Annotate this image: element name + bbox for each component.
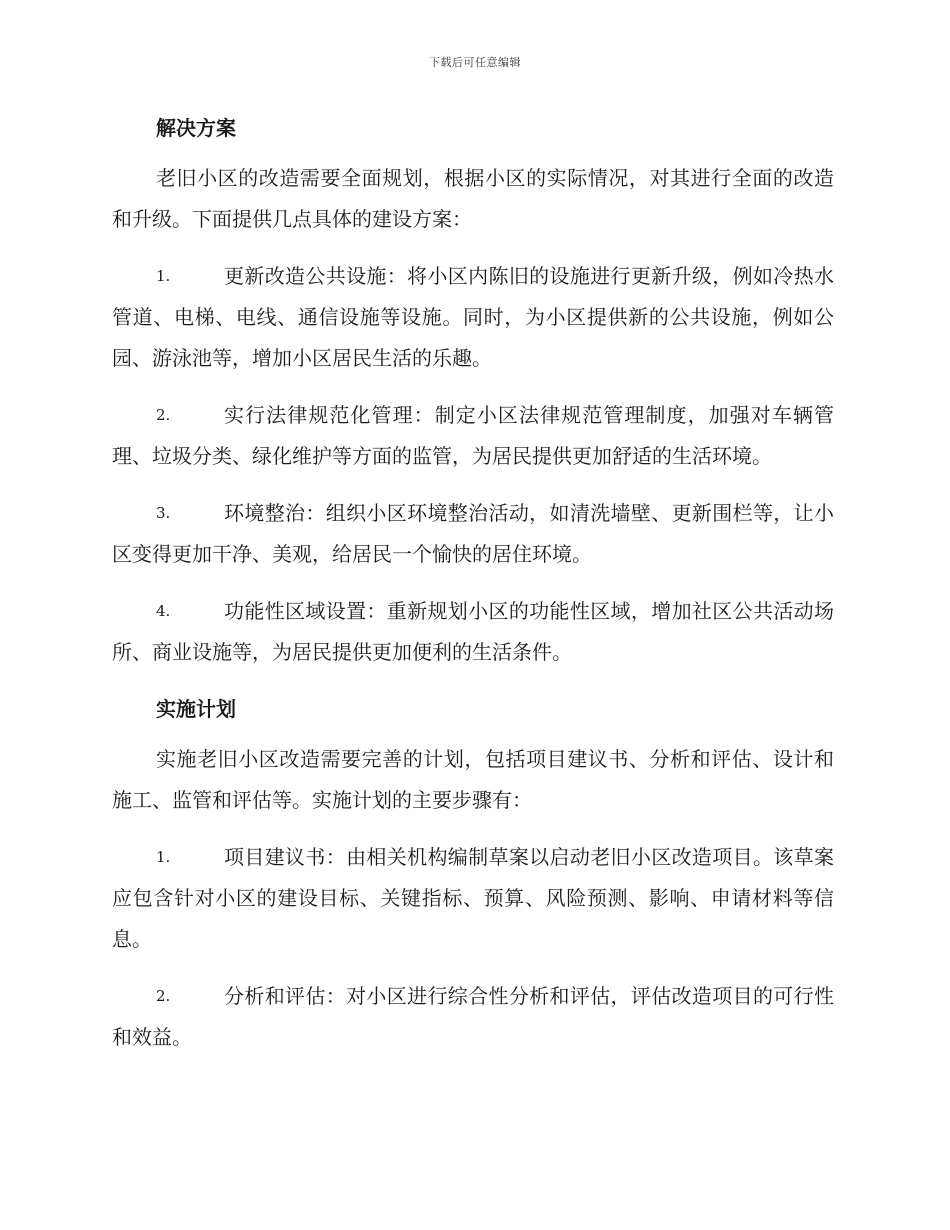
solutions-list-item-2 [112, 395, 834, 477]
list-item-text: 功能性区域设置：重新规划小区的功能性区域，增加社区公共活动场所、商业设施等，为居民提供更加便利的生活条件。 [112, 599, 834, 664]
page-header: 下载后可任意编辑 [429, 56, 521, 69]
list-item-text: 环境整治：组织小区环境整治活动，如清洗墙壁、更新围栏等，让小区变得更加干净、美观，给居民一个愉快的居住环境。 [112, 501, 834, 566]
list-item-text: 实行法律规范化管理：制定小区法律规范管理制度，加强对车辆管理、垃圾分类、绿化维护等方面的监管，为居民提供更加舒适的生活环境。 [112, 403, 834, 468]
solutions-list-item-1 [112, 256, 834, 379]
list-number: 2. [156, 406, 171, 424]
section-heading-solutions: 解决方案 [156, 116, 236, 140]
list-number: 3. [156, 504, 171, 522]
solutions-intro-paragraph: 老旧小区的改造需要全面规划，根据小区的实际情况，对其进行全面的改造和升级。下面提供几点具体的建设方案： [112, 166, 834, 231]
list-item-text: 分析和评估：对小区进行综合性分析和评估，评估改造项目的可行性和效益。 [112, 984, 834, 1049]
list-number: 2. [156, 987, 171, 1005]
list-item-text: 项目建议书：由相关机构编制草案以启动老旧小区改造项目。该草案应包含针对小区的建设目标、关键指标、预算、风险预测、影响、申请材料等信息。 [112, 845, 834, 951]
solutions-list-item-3 [112, 493, 834, 575]
section-heading-implementation: 实施计划 [156, 697, 236, 721]
solutions-list-item-4 [112, 591, 834, 673]
list-number: 1. [156, 267, 171, 285]
document-body [112, 108, 834, 1058]
implementation-intro-paragraph: 实施老旧小区改造需要完善的计划，包括项目建议书、分析和评估、设计和施工、监管和评估等。实施计划的主要步骤有： [112, 747, 834, 812]
list-item-text: 更新改造公共设施：将小区内陈旧的设施进行更新升级，例如冷热水管道、电梯、电线、通信设施等设施。同时，为小区提供新的公共设施，例如公园、游泳池等，增加小区居民生活的乐趣。 [112, 264, 834, 370]
list-number: 4. [156, 602, 171, 620]
implementation-list-item-2 [112, 976, 834, 1058]
list-number: 1. [156, 848, 171, 866]
implementation-list-item-1 [112, 837, 834, 960]
